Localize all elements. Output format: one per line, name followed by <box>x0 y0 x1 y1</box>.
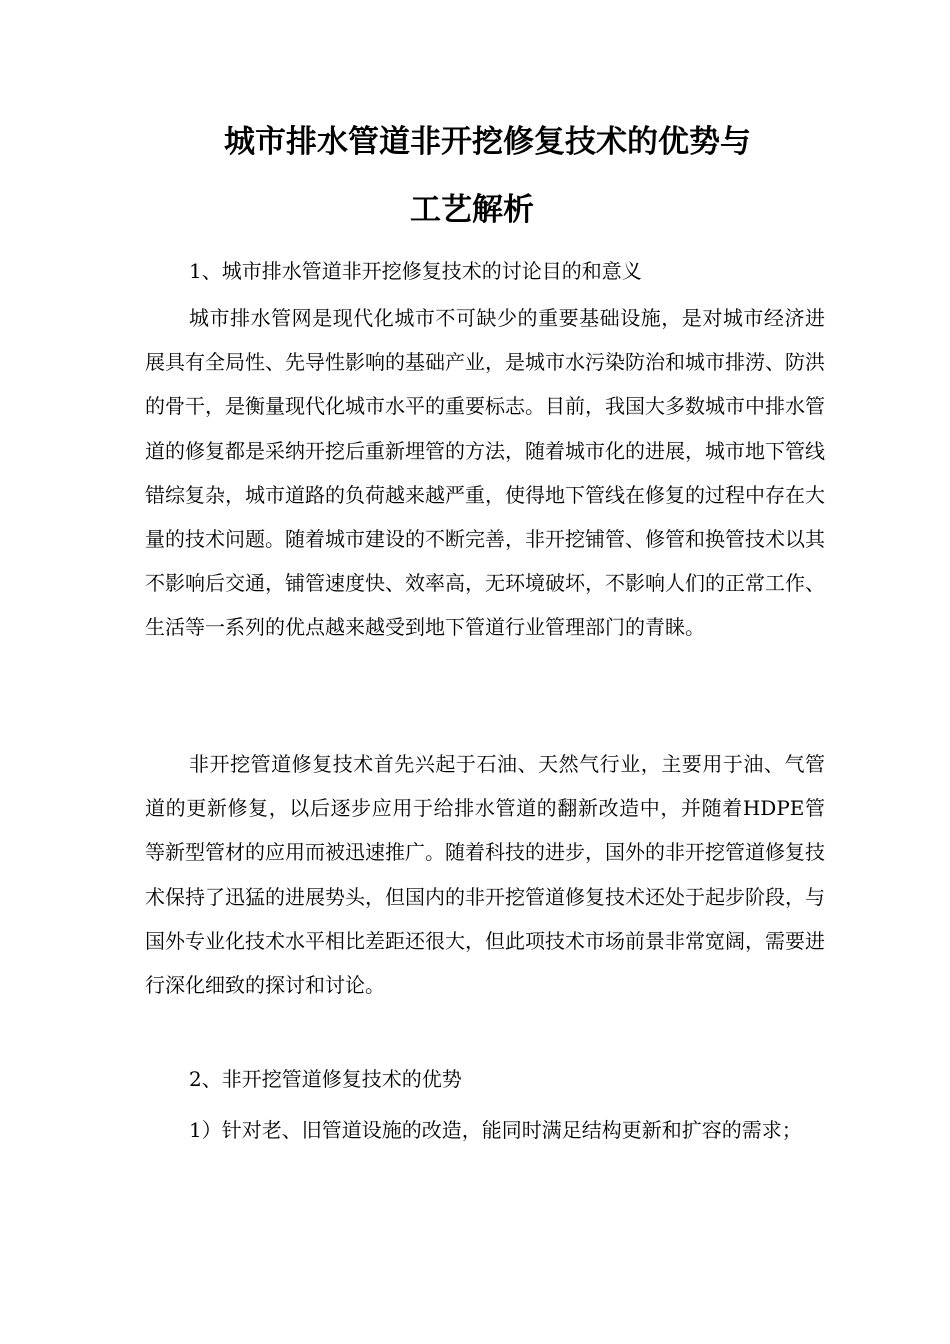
paragraph-2: 非开挖管道修复技术首先兴起于石油、天然气行业，主要用于油、气管道的更新修复，以后逐步应用于给排水管道的翻新改造中，并随着HDPE管等新型管材的应用而被迅速推广。随着科技的进步，国外的非开挖管道修复技术保持了迅猛的进展势头，但国内的非开挖管道修复技术还处于起步阶段，与国外专业化技术水平相比差距还很大，但此项技术市场前景非常宽阔，需要进行深化细致的探讨和讨论。 <box>145 752 825 998</box>
section-1-heading: 1、城市排水管道非开挖修复技术的讨论目的和意义 <box>189 259 642 283</box>
advantage-item-1: 1）针对老、旧管道设施的改造，能同时满足结构更新和扩容的需求； <box>189 1118 802 1142</box>
document-title-line-1: 城市排水管道非开挖修复技术的优势与 <box>224 124 751 160</box>
section-2-heading: 2、非开挖管道修复技术的优势 <box>189 1067 462 1091</box>
document-title-line-2: 工艺解析 <box>410 192 534 228</box>
paragraph-1: 城市排水管网是现代化城市不可缺少的重要基础设施，是对城市经济进展具有全局性、先导性影响的基础产业，是城市水污染防治和城市排涝、防洪的骨干，是衡量现代化城市水平的重要标志。目前，我国大多数城市中排水管道的修复都是采纳开挖后重新埋管的方法，随着城市化的进展，城市地下管线错综复杂，城市道路的负荷越来越严重，使得地下管线在修复的过程中存在大量的技术问题。随着城市建设的不断完善，非开挖铺管、修管和换管技术以其不影响后交通，铺管速度快、效率高，无环境破坏，不影响人们的正常工作、生活等一系列的优点越来越受到地下管道行业管理部门的青睐。 <box>145 306 825 640</box>
